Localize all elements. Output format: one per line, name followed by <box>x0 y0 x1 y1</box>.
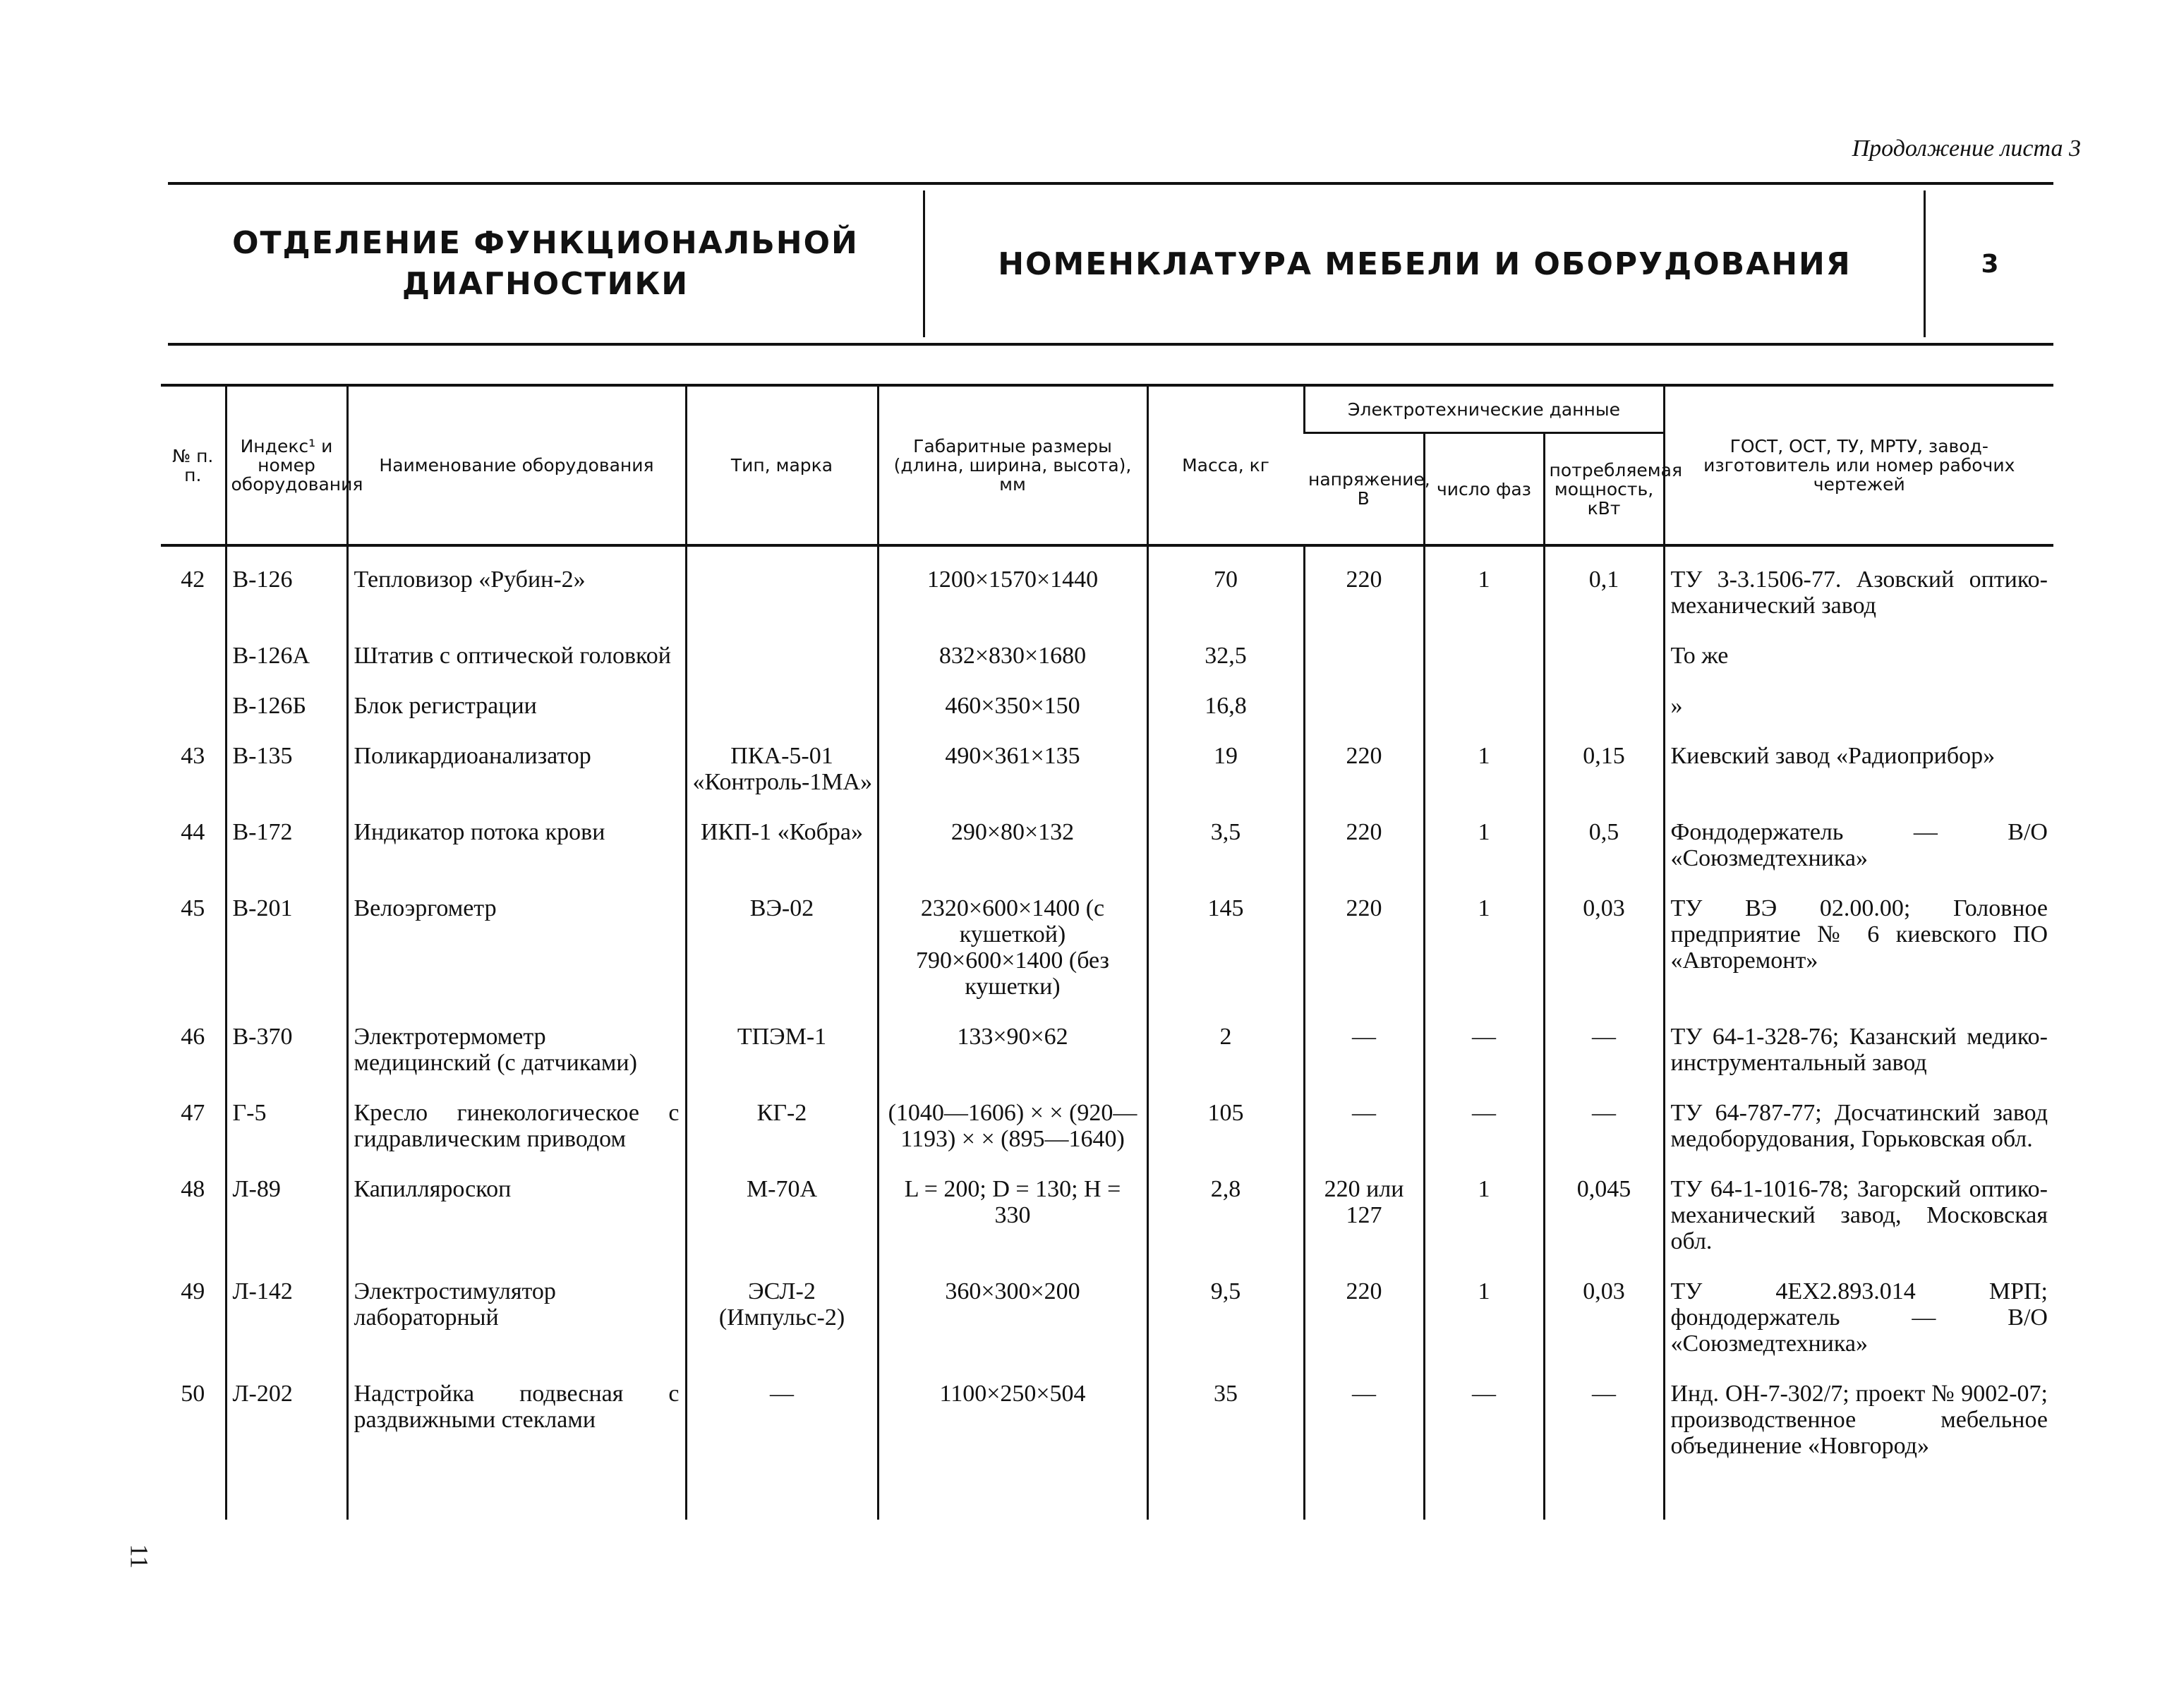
cell-mass: 2 <box>1147 1024 1304 1100</box>
cell-num: 42 <box>181 567 205 593</box>
cell-dims: 490×361×135 <box>878 743 1147 819</box>
table-row <box>161 1381 2053 1520</box>
col-header-power: потребляемая мощность, кВт <box>1544 433 1664 546</box>
cell-power <box>1544 693 1664 743</box>
cell-num: 45 <box>181 895 205 921</box>
cell-voltage: — <box>1304 1100 1424 1176</box>
cell-phases: 1 <box>1424 545 1544 643</box>
cell-mass: 70 <box>1147 545 1304 643</box>
cell-mass: 16,8 <box>1147 693 1304 743</box>
cell-phases: — <box>1424 1381 1544 1520</box>
cell-index: В-370 <box>226 1024 347 1100</box>
cell-dims: 460×350×150 <box>878 693 1147 743</box>
cell-power: — <box>1544 1100 1664 1176</box>
cell-mass: 9,5 <box>1147 1278 1304 1381</box>
cell-mass: 2,8 <box>1147 1176 1304 1278</box>
cell-index: Л-202 <box>226 1381 347 1520</box>
cell-type: ЭСЛ-2 (Импульс-2) <box>686 1278 878 1381</box>
cell-name: Кресло гинекологическое с гидравлическим приводом <box>347 1100 686 1176</box>
equipment-table <box>161 384 2053 1520</box>
cell-voltage: — <box>1304 1024 1424 1100</box>
cell-type: ВЭ-02 <box>686 895 878 1024</box>
cell-type <box>686 545 878 643</box>
cell-type <box>686 693 878 743</box>
cell-dims: 2320×600×1400 (с кушеткой) 790×600×1400 (без кушетки) <box>878 895 1147 1024</box>
cell-index: В-126А <box>226 643 347 693</box>
cell-name: Тепловизор «Рубин-2» <box>347 545 686 643</box>
cell-type: КГ-2 <box>686 1100 878 1176</box>
cell-name: Надстройка подвесная с раздвижными стеклами <box>347 1381 686 1520</box>
cell-dims: 832×830×1680 <box>878 643 1147 693</box>
table-row <box>161 693 2053 743</box>
sheet-header <box>168 182 2053 346</box>
table-row <box>161 1024 2053 1100</box>
department-line-2: ДИАГНОСТИКИ <box>402 266 689 302</box>
cell-num: 49 <box>181 1278 205 1304</box>
sheet-number: 3 <box>1981 249 1999 279</box>
cell-index: В-126 <box>226 545 347 643</box>
header-divider <box>1924 190 1926 337</box>
col-header-voltage: напряжение, В <box>1308 469 1430 509</box>
sheet-title: НОМЕНКЛАТУРА МЕБЕЛИ И ОБОРУДОВАНИЯ <box>998 246 1852 282</box>
cell-voltage: — <box>1304 1381 1424 1520</box>
cell-index: В-201 <box>226 895 347 1024</box>
cell-gost: ТУ 64-1-328-76; Казанский медико-инструментальный завод <box>1664 1024 2053 1100</box>
cell-power: 0,1 <box>1544 545 1664 643</box>
cell-voltage <box>1304 693 1424 743</box>
cell-phases: 1 <box>1424 743 1544 819</box>
cell-power: — <box>1544 1381 1664 1520</box>
cell-voltage: 220 <box>1304 819 1424 895</box>
cell-index: Л-142 <box>226 1278 347 1381</box>
cell-power <box>1544 643 1664 693</box>
cell-power: 0,03 <box>1544 1278 1664 1381</box>
cell-dims: 133×90×62 <box>878 1024 1147 1100</box>
cell-dims: 1100×250×504 <box>878 1381 1147 1520</box>
cell-name: Велоэргометр <box>347 895 686 1024</box>
table-row <box>161 895 2053 1024</box>
cell-type: ТПЭМ-1 <box>686 1024 878 1100</box>
cell-phases <box>1424 693 1544 743</box>
table-row <box>161 545 2053 643</box>
cell-index: В-172 <box>226 819 347 895</box>
continuation-note: Продолжение листа 3 <box>1852 135 2081 162</box>
cell-num: 46 <box>181 1024 205 1050</box>
cell-gost: ТУ 64-1-1016-78; Загорский оптико-механический завод, Московская обл. <box>1664 1176 2053 1278</box>
cell-index: В-135 <box>226 743 347 819</box>
cell-mass: 105 <box>1147 1100 1304 1176</box>
cell-gost: Киевский завод «Радиоприбор» <box>1664 743 2053 819</box>
cell-dims: 1200×1570×1440 <box>878 545 1147 643</box>
cell-type: — <box>686 1381 878 1520</box>
cell-num <box>161 693 226 743</box>
cell-name: Индикатор потока крови <box>347 819 686 895</box>
cell-index: Г-5 <box>226 1100 347 1176</box>
cell-phases: 1 <box>1424 1278 1544 1381</box>
cell-name: Штатив с оптической головкой <box>347 643 686 693</box>
table-row <box>161 819 2053 895</box>
cell-voltage: 220 <box>1304 895 1424 1024</box>
col-header-dims: Габаритные размеры (длина, ширина, высота), мм <box>878 385 1147 545</box>
cell-gost: ТУ 3-3.1506-77. Азовский оптико-механический завод <box>1664 545 2053 643</box>
cell-name: Капилляроскоп <box>347 1176 686 1278</box>
col-header-num: № п. п. <box>172 445 214 485</box>
col-header-name: Наименование оборудования <box>347 385 686 545</box>
cell-gost: ТУ 64-787-77; Досчатинский завод медоборудования, Горьковская обл. <box>1664 1100 2053 1176</box>
col-header-phases: число фаз <box>1424 433 1544 546</box>
cell-power: 0,045 <box>1544 1176 1664 1278</box>
table-body <box>161 545 2053 1520</box>
cell-name: Поликардиоанализатор <box>347 743 686 819</box>
cell-mass: 35 <box>1147 1381 1304 1520</box>
cell-voltage: 220 <box>1304 545 1424 643</box>
cell-num: 48 <box>181 1176 205 1202</box>
cell-type: ИКП-1 «Кобра» <box>686 819 878 895</box>
page-number: 11 <box>125 1544 154 1569</box>
cell-type: М-70А <box>686 1176 878 1278</box>
cell-num: 47 <box>181 1100 205 1126</box>
cell-voltage <box>1304 643 1424 693</box>
cell-num: 50 <box>181 1381 205 1407</box>
cell-phases: — <box>1424 1024 1544 1100</box>
cell-phases: 1 <box>1424 819 1544 895</box>
cell-type: ПКА-5-01 «Контроль-1МА» <box>686 743 878 819</box>
table-row <box>161 743 2053 819</box>
table-row <box>161 643 2053 693</box>
cell-gost: Инд. ОН-7-302/7; проект № 9002-07; производственное мебельное объединение «Новгород» <box>1664 1381 2053 1520</box>
equipment-table-wrapper <box>161 384 2053 1520</box>
col-header-index: Индекс¹ и номер оборудования <box>226 385 347 545</box>
cell-voltage: 220 <box>1304 743 1424 819</box>
cell-name: Блок регистрации <box>347 693 686 743</box>
cell-type <box>686 643 878 693</box>
cell-power: 0,15 <box>1544 743 1664 819</box>
cell-phases: 1 <box>1424 895 1544 1024</box>
header-divider <box>923 190 925 337</box>
cell-num: 44 <box>181 819 205 845</box>
table-row <box>161 1176 2053 1278</box>
cell-name: Электростимулятор лабораторный <box>347 1278 686 1381</box>
department-title <box>168 189 923 339</box>
cell-gost: » <box>1664 693 2053 743</box>
cell-voltage: 220 или 127 <box>1304 1176 1424 1278</box>
cell-gost: Фондодержатель — В/О «Союзмедтехника» <box>1664 819 2053 895</box>
cell-dims: L = 200; D = 130; H = 330 <box>878 1176 1147 1278</box>
col-header-electrical: Электротехнические данные <box>1304 385 1664 433</box>
cell-index: Л-89 <box>226 1176 347 1278</box>
cell-mass: 19 <box>1147 743 1304 819</box>
cell-dims: 360×300×200 <box>878 1278 1147 1381</box>
cell-gost: То же <box>1664 643 2053 693</box>
cell-power: 0,03 <box>1544 895 1664 1024</box>
cell-power: — <box>1544 1024 1664 1100</box>
cell-num <box>161 643 226 693</box>
cell-mass: 145 <box>1147 895 1304 1024</box>
cell-num: 43 <box>181 743 205 769</box>
cell-gost: ТУ ВЭ 02.00.00; Головное предприятие № 6 киевского ПО «Авторемонт» <box>1664 895 2053 1024</box>
department-line-1: ОТДЕЛЕНИЕ ФУНКЦИОНАЛЬНОЙ <box>232 225 859 261</box>
cell-name: Электротермометр медицинский (с датчиками) <box>347 1024 686 1100</box>
cell-mass: 32,5 <box>1147 643 1304 693</box>
cell-index: В-126Б <box>226 693 347 743</box>
table-header <box>161 385 2053 545</box>
cell-power: 0,5 <box>1544 819 1664 895</box>
cell-phases: 1 <box>1424 1176 1544 1278</box>
cell-phases: — <box>1424 1100 1544 1176</box>
cell-gost: ТУ 4ЕХ2.893.014 МРП; фондодержатель — В/О «Союзмедтехника» <box>1664 1278 2053 1381</box>
cell-dims: 290×80×132 <box>878 819 1147 895</box>
col-header-mass: Масса, кг <box>1147 385 1304 545</box>
cell-mass: 3,5 <box>1147 819 1304 895</box>
table-row <box>161 1100 2053 1176</box>
table-row <box>161 1278 2053 1381</box>
cell-voltage: 220 <box>1304 1278 1424 1381</box>
cell-dims: (1040—1606) × × (920—1193) × × (895—1640) <box>878 1100 1147 1176</box>
cell-phases <box>1424 643 1544 693</box>
col-header-gost: ГОСТ, ОСТ, ТУ, МРТУ, завод-изготовитель или номер рабочих чертежей <box>1664 385 2053 545</box>
col-header-type: Тип, марка <box>686 385 878 545</box>
